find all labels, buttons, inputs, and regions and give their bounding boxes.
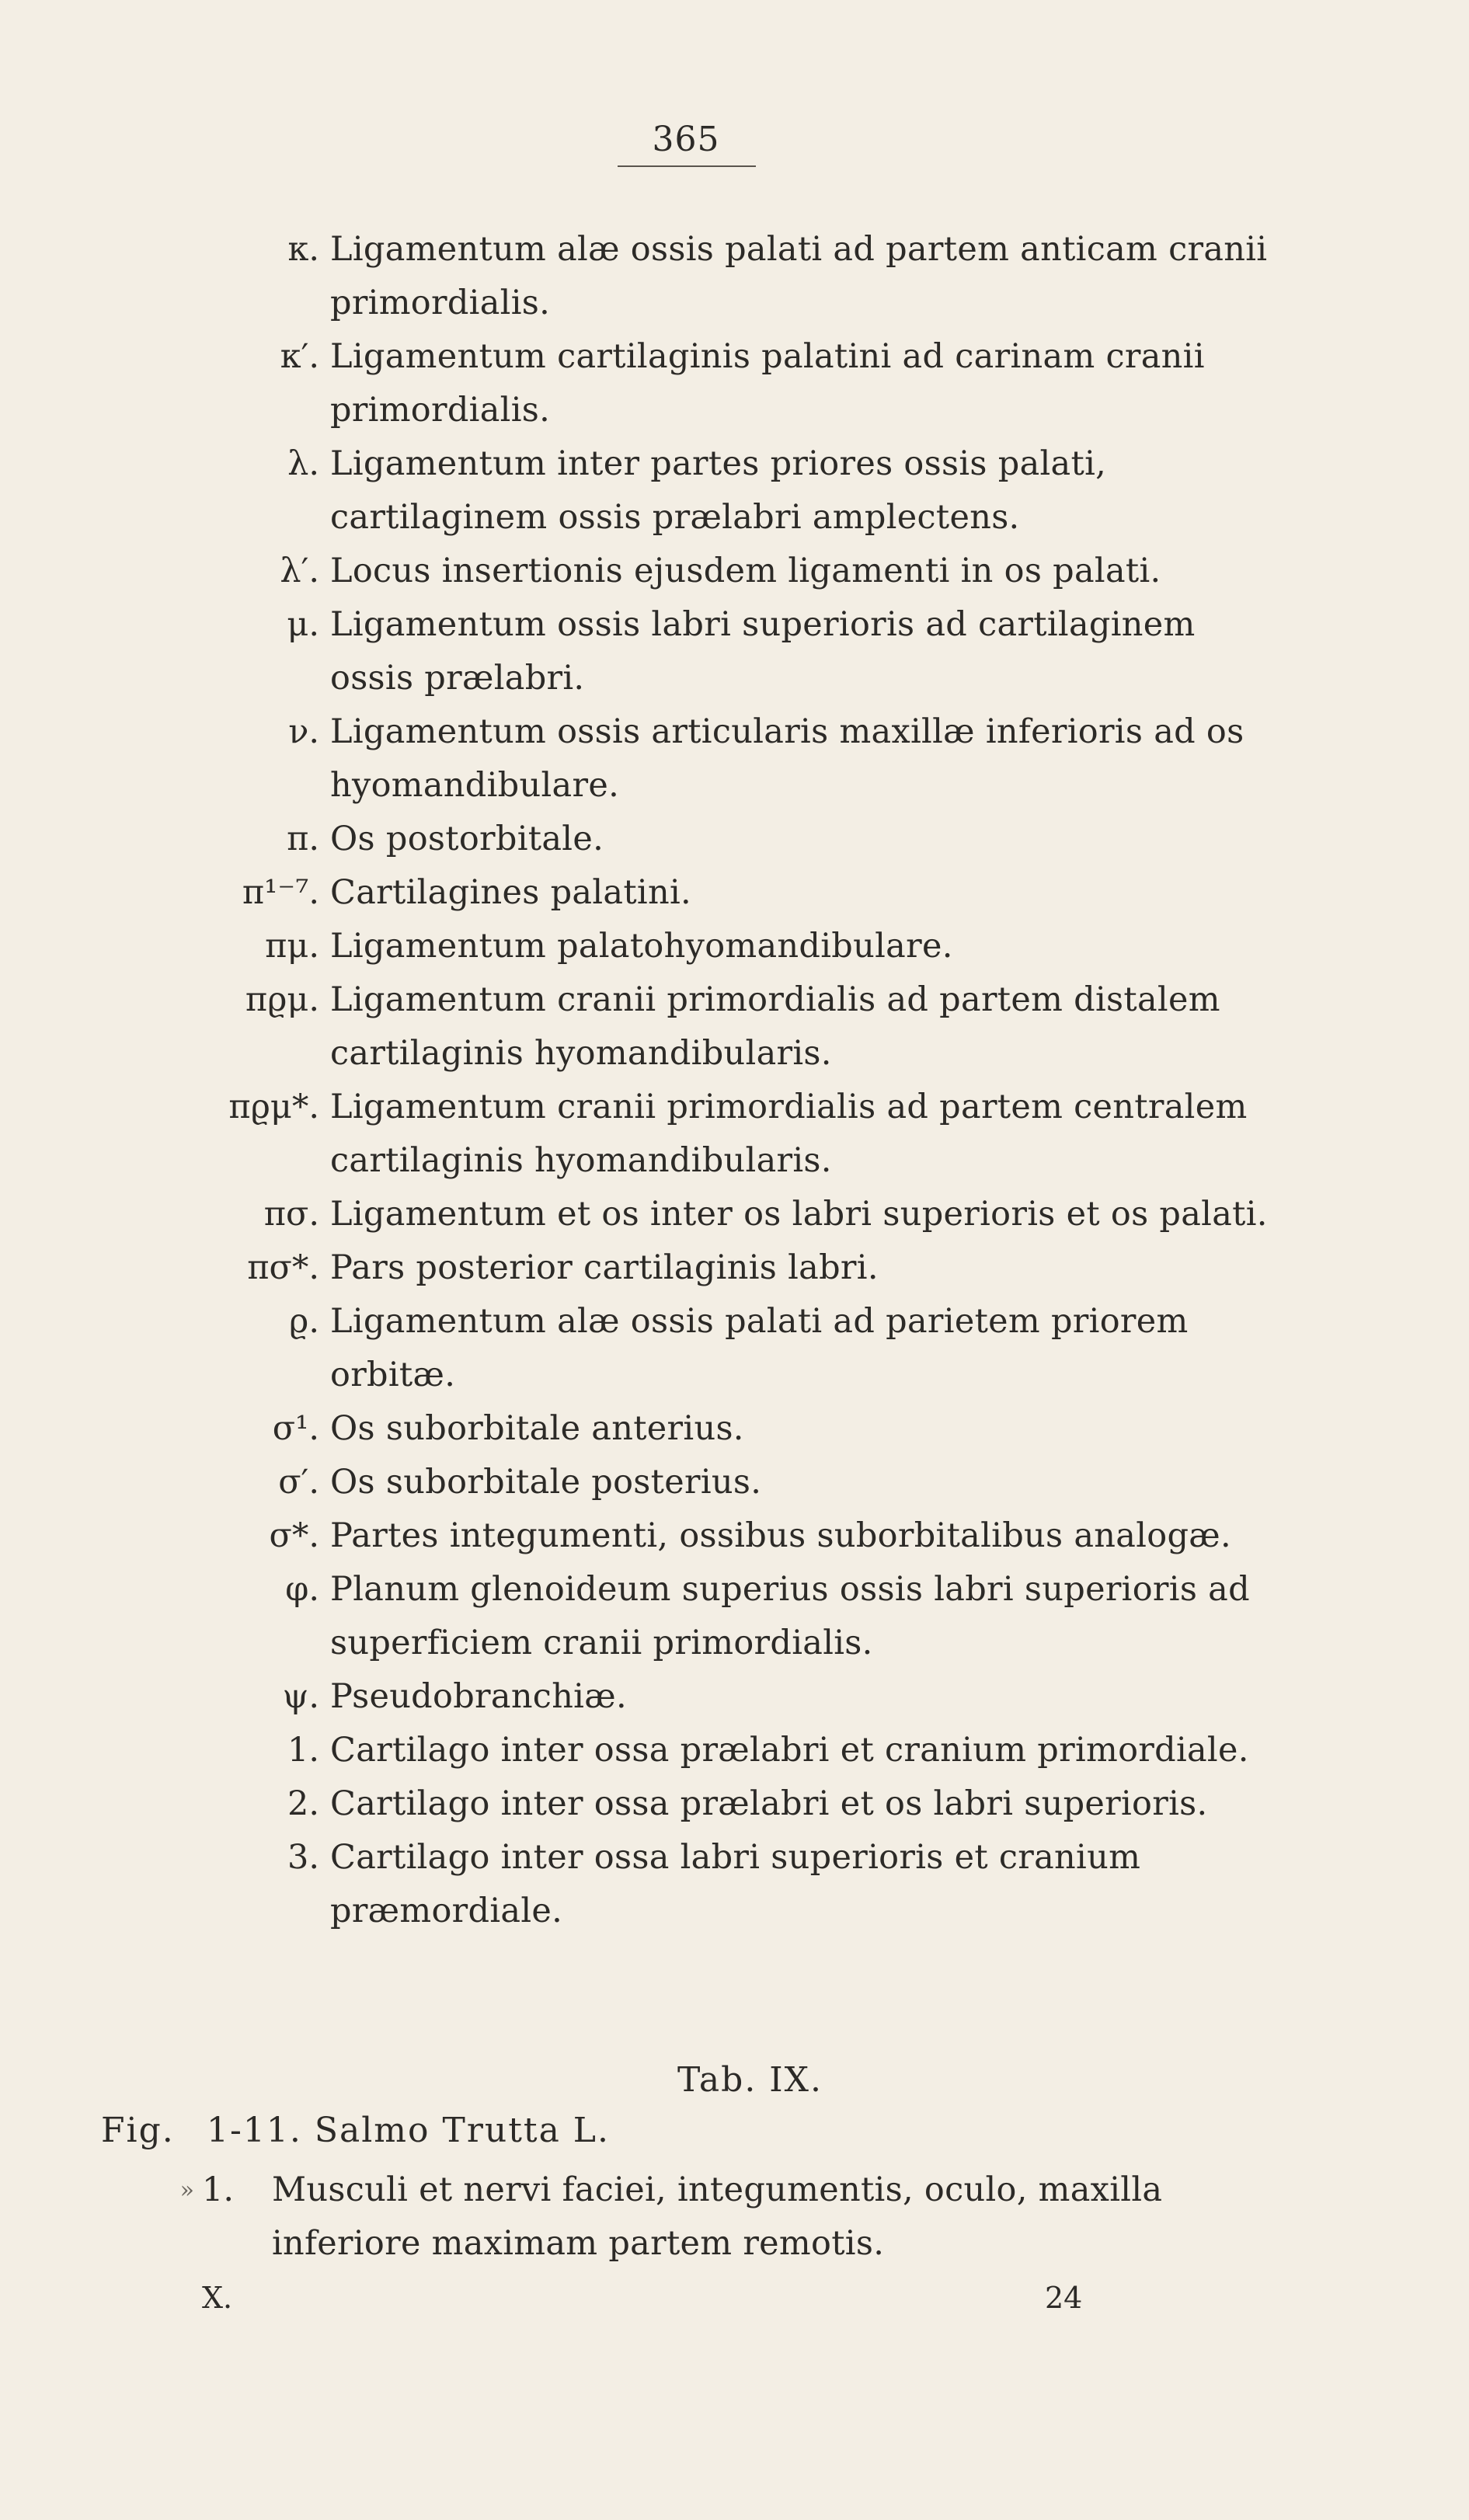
legend-symbol: 3. — [287, 1838, 319, 1877]
legend-symbol: 2. — [287, 1784, 319, 1823]
legend-text: Ligamentum alæ ossis palati ad partem anticam cranii primordialis. — [330, 230, 1268, 322]
legend-symbol: πϱμ. — [245, 980, 319, 1019]
legend-entry — [0, 1777, 1469, 1831]
legend-symbol: λ. — [287, 444, 319, 483]
legend-entry — [0, 813, 1469, 866]
legend-symbol: σ*. — [269, 1516, 319, 1555]
figure-caption — [101, 2108, 610, 2154]
legend-entry — [0, 1670, 1469, 1724]
legend-text: Os suborbitale posterius. — [330, 1463, 762, 1502]
signature-number: 24 — [1045, 2281, 1083, 2315]
legend-symbol: ν. — [288, 712, 319, 751]
legend-entry — [0, 1081, 1469, 1188]
legend-text: Ligamentum et os inter os labri superioris et os palati. — [330, 1195, 1268, 1234]
legend-text: Os suborbitale anterius. — [330, 1409, 744, 1448]
legend-entry — [0, 705, 1469, 813]
legend-text: Ligamentum cranii primordialis ad partem distalem cartilaginis hyomandibularis. — [330, 980, 1220, 1073]
legend-text: Os postorbitale. — [330, 820, 604, 858]
legend-symbol: μ. — [287, 605, 319, 644]
legend-symbol: πσ. — [263, 1195, 319, 1234]
legend-entry — [0, 330, 1469, 437]
page-number: 365 — [652, 120, 720, 159]
legend-text: Planum glenoideum superius ossis labri superioris ad superficiem cranii primordialis. — [330, 1570, 1250, 1662]
legend-symbol: κ′. — [280, 337, 319, 376]
legend-text: Ligamentum inter partes priores ossis palati, cartilaginem ossis prælabri amplectens. — [330, 444, 1107, 537]
legend-entries — [0, 223, 1469, 1938]
legend-text: Ligamentum alæ ossis palati ad parietem priorem orbitæ. — [330, 1302, 1189, 1394]
legend-symbol: π. — [287, 820, 319, 858]
legend-text: Ligamentum cranii primordialis ad partem centralem cartilaginis hyomandibularis. — [330, 1088, 1248, 1180]
legend-entry — [0, 866, 1469, 920]
legend-text: Cartilagines palatini. — [330, 873, 691, 912]
figure-sub-entry — [0, 2163, 1469, 2271]
legend-text: Locus insertionis ejusdem ligamenti in os palati. — [330, 552, 1161, 590]
figure-species: Salmo Trutta L. — [314, 2111, 610, 2150]
legend-symbol: κ. — [287, 230, 319, 269]
legend-symbol: σ¹. — [272, 1409, 319, 1448]
legend-symbol: πσ*. — [247, 1248, 319, 1287]
figure-sub-number: 1. — [202, 2170, 235, 2209]
legend-symbol: λ′. — [280, 552, 319, 590]
legend-symbol: πμ. — [265, 927, 319, 966]
legend-entry — [0, 1241, 1469, 1295]
legend-entry — [0, 223, 1469, 330]
legend-entry — [0, 1831, 1469, 1938]
legend-entry — [0, 1509, 1469, 1563]
figure-range: 1-11. — [207, 2111, 302, 2150]
figure-label: Fig. — [101, 2111, 175, 2150]
legend-entry — [0, 1456, 1469, 1509]
legend-text: Cartilago inter ossa labri superioris et cranium præmordiale. — [330, 1838, 1141, 1930]
legend-entry — [0, 920, 1469, 973]
legend-text: Ligamentum ossis labri superioris ad cartilaginem ossis prælabri. — [330, 605, 1196, 698]
ditto-mark: » — [179, 2177, 194, 2204]
legend-entry — [0, 1295, 1469, 1402]
figure-sub-text: Musculi et nervi faciei, integumentis, oculo, maxilla inferiore maximam partem remotis. — [272, 2170, 1163, 2263]
legend-entry — [0, 437, 1469, 545]
signature-mark: X. — [202, 2281, 233, 2315]
legend-entry — [0, 545, 1469, 598]
legend-entry — [0, 973, 1469, 1081]
page-number-rule — [618, 165, 756, 167]
legend-text: Pars posterior cartilaginis labri. — [330, 1248, 879, 1287]
legend-text: Cartilago inter ossa prælabri et os labri superioris. — [330, 1784, 1208, 1823]
table-heading: Tab. IX. — [677, 2060, 823, 2100]
legend-entry — [0, 1402, 1469, 1456]
legend-text: Pseudobranchiæ. — [330, 1677, 627, 1716]
legend-symbol: ψ. — [282, 1677, 319, 1716]
legend-symbol: π¹⁻⁷. — [242, 873, 319, 912]
legend-entry — [0, 1188, 1469, 1241]
legend-symbol: 1. — [287, 1731, 319, 1770]
legend-entry — [0, 598, 1469, 705]
legend-text: Ligamentum ossis articularis maxillæ inferioris ad os hyomandibulare. — [330, 712, 1244, 805]
legend-symbol: πϱμ*. — [228, 1088, 319, 1126]
legend-text: Cartilago inter ossa prælabri et cranium primordiale. — [330, 1731, 1249, 1770]
legend-symbol: φ. — [285, 1570, 319, 1609]
legend-symbol: ϱ. — [289, 1302, 319, 1341]
legend-text: Partes integumenti, ossibus suborbitalibus analogæ. — [330, 1516, 1231, 1555]
legend-entry — [0, 1724, 1469, 1777]
legend-entry — [0, 1563, 1469, 1670]
legend-text: Ligamentum cartilaginis palatini ad carinam cranii primordialis. — [330, 337, 1205, 430]
legend-symbol: σ′. — [278, 1463, 319, 1502]
legend-text: Ligamentum palatohyomandibulare. — [330, 927, 953, 966]
